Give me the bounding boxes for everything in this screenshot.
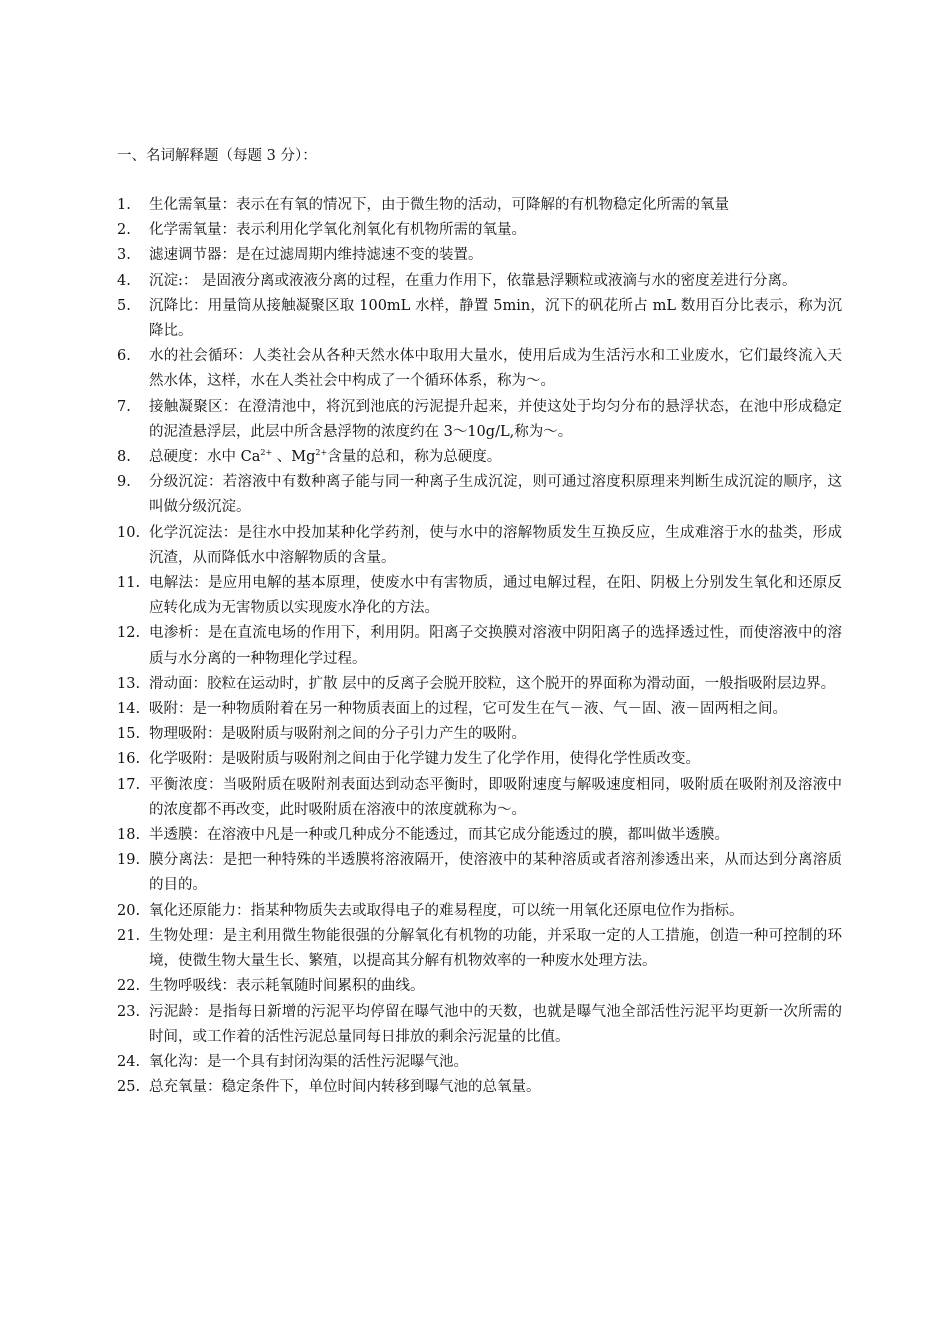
item-number: 10.	[117, 524, 141, 541]
list-item	[117, 1075, 842, 1100]
list-item	[117, 243, 842, 268]
list-item	[117, 571, 842, 621]
item-number: 1.	[117, 197, 131, 213]
list-item	[117, 1000, 842, 1050]
item-text: 电渗析：是在直流电场的作用下，利用阴。阳离子交换膜对溶液中阴阳离子的选择透过性，而使溶液中的溶质与水分离的一种物理化学过程。	[149, 625, 842, 667]
item-number: 24.	[117, 1053, 141, 1070]
item-number: 7.	[117, 398, 131, 415]
item-number: 9.	[117, 474, 131, 491]
item-number: 12.	[117, 625, 141, 642]
list-item	[117, 672, 842, 697]
item-number: 15.	[117, 726, 141, 743]
item-number: 6.	[117, 348, 131, 365]
item-text: 氧化沟：是一个具有封闭沟渠的活性污泥曝气池。	[149, 1053, 468, 1070]
item-text-post: 含量的总和，称为总硬度。	[327, 449, 502, 466]
list-item	[117, 747, 842, 772]
item-text-mid: 、Mg	[272, 449, 316, 466]
list-item	[117, 924, 842, 974]
item-number: 14.	[117, 701, 141, 718]
list-item	[117, 773, 842, 823]
list-item	[117, 974, 842, 999]
item-number: 11.	[117, 575, 141, 592]
item-text: 水的社会循环：人类社会从各种天然水体中取用大量水，使用后成为生活污水和工业废水，它们最终流入天然水体，这样，水在人类社会中构成了一个循环体系，称为～。	[149, 348, 842, 390]
item-text: 化学吸附：是吸附质与吸附剂之间由于化学键力发生了化学作用，使得化学性质改变。	[149, 751, 700, 768]
definition-list	[117, 193, 842, 1100]
list-item	[117, 294, 842, 344]
item-number: 5.	[117, 297, 131, 314]
item-text: 生物处理：是主利用微生物能很强的分解氧化有机物的功能，并采取一定的人工措施，创造一种可控制的环境，使微生物大量生长、繁殖，以提高其分解有机物效率的一种废水处理方法。	[149, 927, 842, 970]
item-number: 2.	[117, 222, 131, 239]
item-number: 13.	[117, 675, 141, 692]
item-text: 氧化还原能力：指某种物质失去或取得电子的难易程度，可以统一用氧化还原电位作为指标。	[149, 902, 744, 919]
item-number: 20.	[117, 902, 141, 919]
list-item	[117, 848, 842, 898]
item-text: 半透膜：在溶液中凡是一种或几种成分不能透过，而其它成分能透过的膜，都叫做半透膜。	[149, 827, 729, 844]
item-number: 22.	[117, 978, 141, 995]
item-text: 接触凝聚区：在澄清池中，将沉到池底的污泥提升起来，并使这处于均匀分布的悬浮状态，在池中形成稳定的泥渣悬浮层，此层中所含悬浮物的浓度约在 3～10g/L,称为～。	[149, 398, 842, 440]
item-number: 3.	[117, 247, 131, 264]
list-item	[117, 269, 842, 294]
list-item	[117, 470, 842, 520]
item-number: 16.	[117, 751, 141, 768]
item-text: 膜分离法：是把一种特殊的半透膜将溶液隔开，使溶液中的某种溶质或者溶剂渗透出来，从而达到分离溶质的目的。	[149, 852, 842, 894]
list-item	[117, 218, 842, 243]
item-text: 分级沉淀：若溶液中有数种离子能与同一种离子生成沉淀，则可通过溶度积原理来判断生成沉淀的顺序，这叫做分级沉淀。	[149, 474, 842, 516]
list-item	[117, 395, 842, 445]
item-text: 沉淀:： 是固液分离或液液分离的过程，在重力作用下，依靠悬浮颗粒或液滴与水的密度差进行分离。	[149, 272, 797, 289]
item-text: 滤速调节器：是在过滤周期内维持滤速不变的装置。	[149, 247, 483, 264]
item-text: 沉降比：用量筒从接触凝聚区取 100mL 水样，静置 5min，沉下的矾花所占 mL 数用百分比表示，称为沉降比。	[149, 297, 842, 340]
item-text: 滑动面：胶粒在运动时，扩散 层中的反离子会脱开胶粒，这个脱开的界面称为滑动面，一般指吸附层边界。	[149, 675, 836, 692]
item-text: 物理吸附：是吸附质与吸附剂之间的分子引力产生的吸附。	[149, 726, 526, 743]
list-item	[117, 445, 842, 470]
list-item	[117, 521, 842, 571]
list-item	[117, 344, 842, 394]
section-title: 一、名词解释题（每题 3 分）：	[117, 148, 317, 164]
list-item	[117, 823, 842, 848]
item-text: 吸附：是一种物质附着在另一种物质表面上的过程，它可发生在气－液、气－固、液－固两相之间。	[149, 701, 787, 718]
list-item	[117, 899, 842, 924]
item-number: 18.	[117, 827, 141, 844]
item-text: 电解法：是应用电解的基本原理，使废水中有害物质，通过电解过程，在阳、阴极上分别发生氧化和还原反应转化成为无害物质以实现废水净化的方法。	[149, 575, 842, 617]
list-item	[117, 697, 842, 722]
list-item	[117, 722, 842, 747]
list-item	[117, 193, 842, 218]
item-number: 4.	[117, 272, 131, 289]
item-number: 19.	[117, 852, 141, 869]
item-text: 总充氧量：稳定条件下，单位时间内转移到曝气池的总氧量。	[149, 1079, 541, 1096]
item-text-pre: 总硬度：水中 Ca	[149, 449, 261, 466]
item-text: 平衡浓度：当吸附质在吸附剂表面达到动态平衡时，即吸附速度与解吸速度相同，吸附质在吸附剂及溶液中的浓度都不再改变，此时吸附质在溶液中的浓度就称为～。	[149, 776, 842, 818]
item-number: 21.	[117, 927, 141, 944]
item-text: 生物呼吸线：表示耗氧随时间累积的曲线。	[149, 978, 425, 995]
item-number: 17.	[117, 776, 141, 793]
item-text	[149, 445, 842, 470]
charge-superscript: 2+	[260, 448, 273, 458]
item-number: 23.	[117, 1003, 141, 1020]
list-item	[117, 621, 842, 671]
item-text: 生化需氧量：表示在有氧的情况下，由于微生物的活动，可降解的有机物稳定化所需的氧量	[149, 197, 729, 213]
list-item	[117, 1050, 842, 1075]
item-text: 化学沉淀法：是往水中投加某种化学药剂，使与水中的溶解物质发生互换反应，生成难溶于水的盐类，形成沉渣，从而降低水中溶解物质的含量。	[149, 524, 842, 566]
item-text: 污泥龄：是指每日新增的污泥平均停留在曝气池中的天数，也就是曝气池全部活性污泥平均更新一次所需的时间，或工作着的活性污泥总量同每日排放的剩余污泥量的比值。	[149, 1003, 842, 1045]
item-text: 化学需氧量：表示利用化学氧化剂氧化有机物所需的氧量。	[149, 222, 526, 239]
charge-superscript: 2+	[315, 448, 328, 458]
item-number: 8.	[117, 449, 131, 466]
item-number: 25.	[117, 1079, 141, 1096]
